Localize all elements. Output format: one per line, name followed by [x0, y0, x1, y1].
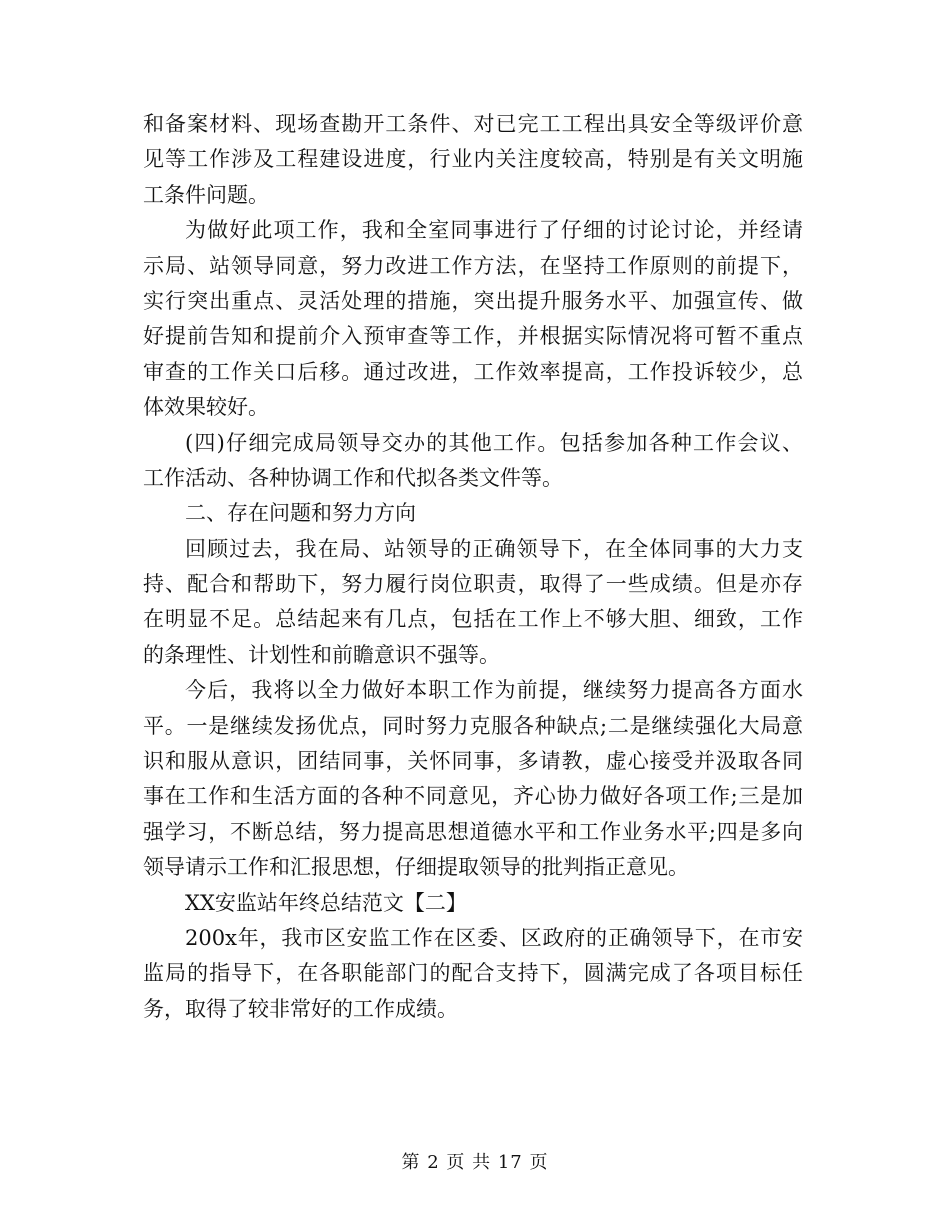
paragraph-first-line: 回顾过去，我在局、站领导的正确领导下，在全体同事的大力支 [185, 536, 803, 561]
document-body [143, 107, 803, 1027]
text-line: 体效果较好。 [143, 395, 269, 420]
paragraph-first-line: 今后，我将以全力做好本职工作为前提，继续努力提高各方面水 [185, 678, 803, 703]
page-number-footer: 第 2 页 共 17 页 [401, 1152, 549, 1173]
text-line: 示局、站领导同意，努力改进工作方法，在坚持工作原则的前提下， [143, 253, 803, 278]
text-line: 工条件问题。 [143, 182, 269, 207]
text-line: 好提前告知和提前介入预审查等工作，并根据实际情况将可暂不重点 [143, 324, 803, 349]
text-line: 平。一是继续发扬优点，同时努力克服各种缺点;二是继续强化大局意 [143, 713, 803, 738]
text-line: 事在工作和生活方面的各种不同意见，齐心协力做好各项工作;三是加 [143, 784, 803, 809]
text-line: 务，取得了较非常好的工作成绩。 [143, 996, 458, 1021]
section-title: XX安监站年终总结范文【二】 [185, 890, 467, 915]
text-line: 的条理性、计划性和前瞻意识不强等。 [143, 642, 500, 667]
paragraph-first-line: 200x年，我市区安监工作在区委、区政府的正确领导下，在市安 [185, 925, 803, 950]
paragraph-first-line: 为做好此项工作，我和全室同事进行了仔细的讨论讨论，并经请 [185, 218, 803, 243]
section-heading: 二、存在问题和努力方向 [185, 501, 416, 526]
text-line: 工作活动、各种协调工作和代拟各类文件等。 [143, 465, 563, 490]
text-line: 强学习，不断总结，努力提高思想道德水平和工作业务水平;四是多向 [143, 819, 803, 844]
text-line: 领导请示工作和汇报思想，仔细提取领导的批判指正意见。 [143, 855, 689, 880]
text-line: 和备案材料、现场查勘开工条件、对已完工工程出具安全等级评价意 [143, 112, 803, 136]
text-line: 监局的指导下，在各职能部门的配合支持下，圆满完成了各项目标任 [143, 961, 803, 986]
text-line: 实行突出重点、灵活处理的措施，突出提升服务水平、加强宣传、做 [143, 288, 803, 313]
text-line: 审查的工作关口后移。通过改进，工作效率提高，工作投诉较少，总 [143, 359, 803, 384]
paragraph-first-line: (四)仔细完成局领导交办的其他工作。包括参加各种工作会议、 [185, 430, 803, 455]
text-line: 在明显不足。总结起来有几点，包括在工作上不够大胆、细致，工作 [143, 607, 803, 632]
text-line: 见等工作涉及工程建设进度，行业内关注度较高，特别是有关文明施 [143, 147, 803, 172]
text-line: 识和服从意识，团结同事，关怀同事，多请教，虚心接受并汲取各同 [143, 749, 803, 774]
text-line: 持、配合和帮助下，努力履行岗位职责，取得了一些成绩。但是亦存 [143, 572, 803, 597]
